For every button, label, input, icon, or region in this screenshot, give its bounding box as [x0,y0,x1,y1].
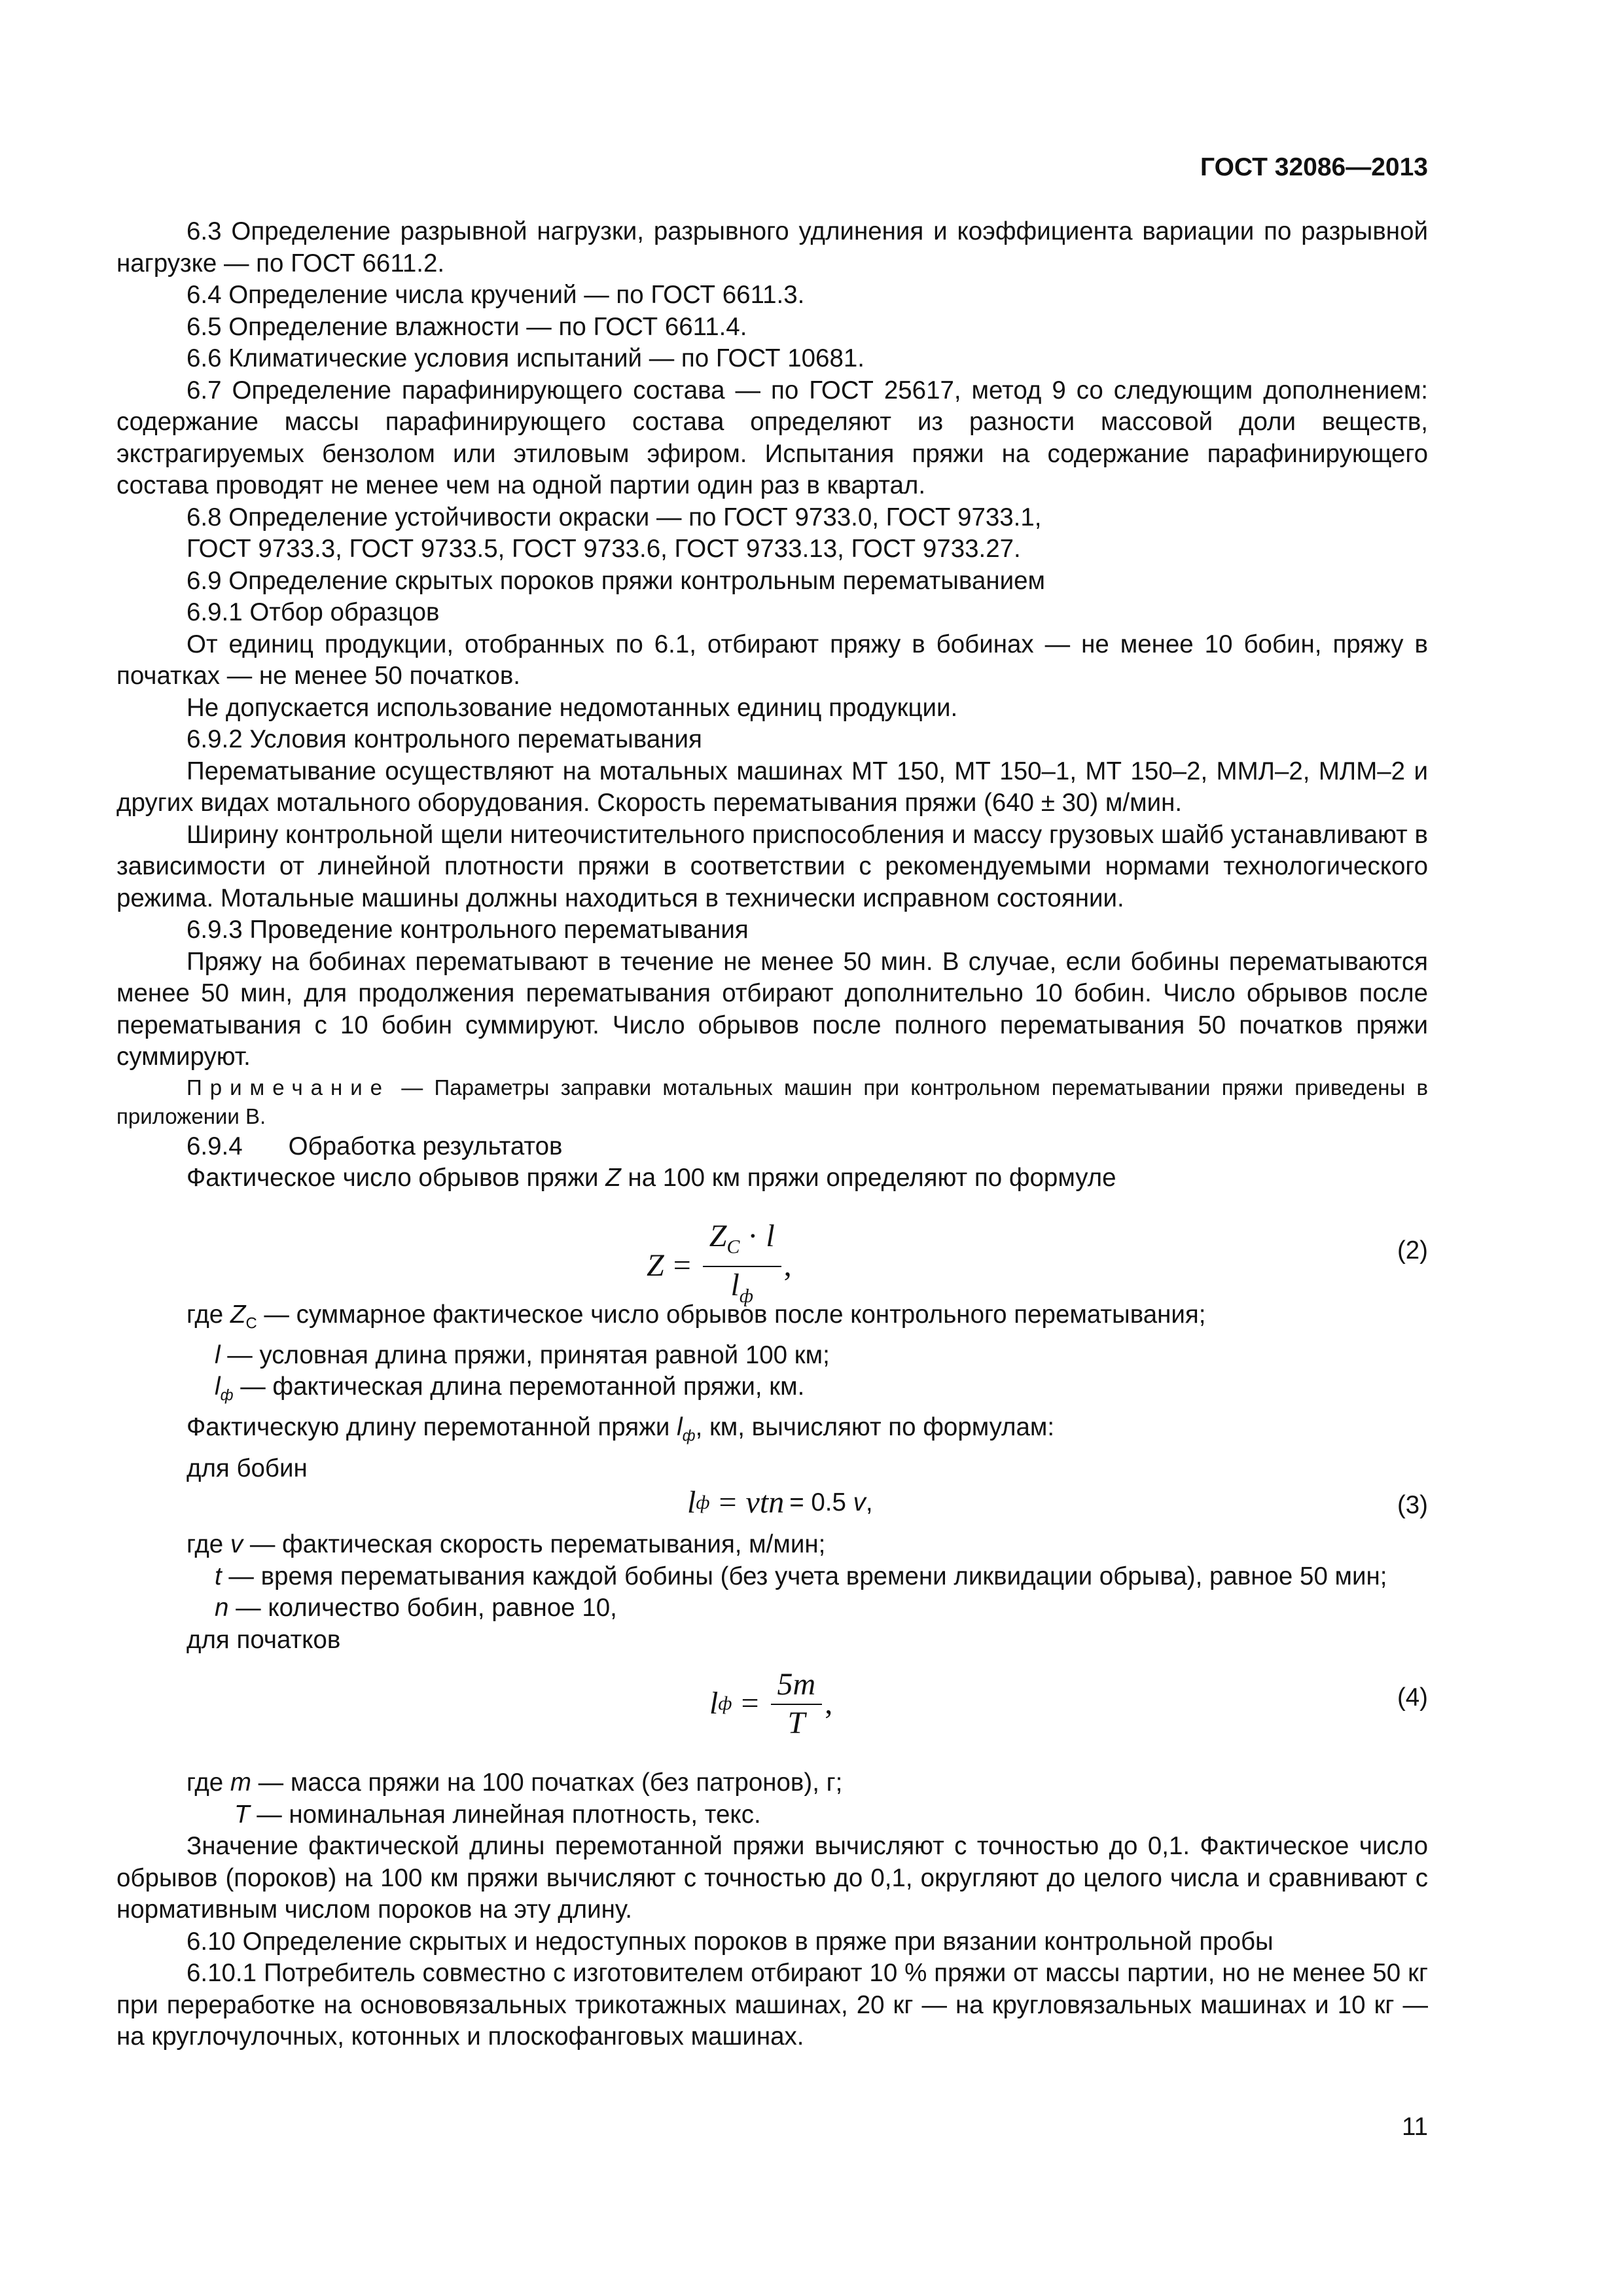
where-T-text: — номинальная линейная плотность, текс. [249,1800,761,1829]
section-6-9-1-text-b: Не допускается использование недомотанных единиц продукции. [187,693,958,722]
where-t [116,1561,1428,1593]
formula-3-rest: = 0.5 [789,1488,853,1517]
section-6-3: 6.3 Определение разрывной нагрузки, разрывного удлинения и коэффициента вариации по разрывной нагрузке — по ГОСТ 6611.2. [116,217,1428,278]
document-body [116,216,1428,2053]
section-6-9-4-title: Обработка результатов [288,1132,563,1160]
where-T [116,1799,1428,1831]
note-label: Примечание [187,1075,391,1100]
where-n [116,1592,1428,1624]
where-word: где [187,1530,224,1559]
where-v [116,1529,1428,1561]
numerator-var-z: Z [709,1218,727,1253]
var-v: v [230,1530,243,1559]
where-m [116,1767,1428,1799]
formula-4-lhs-sub: ф [718,1693,732,1715]
formula-3-vtn: vtn [745,1485,785,1520]
section-6-10: 6.10 Определение скрытых и недоступных пороков в пряже при вязании контрольной пробы [187,1927,1274,1956]
section-6-8-line1: 6.8 Определение устойчивости окраски — по ГОСТ 9733.0, ГОСТ 9733.1, [187,503,1042,531]
formula-4 [116,1662,1428,1761]
formula-3-lhs-sub: ф [696,1492,710,1514]
formula-2-numerator [703,1218,781,1267]
section-6-9: 6.9 Определение скрытых пороков пряжи контрольным перематыванием [187,566,1046,595]
section-6-5: 6.5 Определение влажности — по ГОСТ 6611.4. [187,312,747,341]
var-n: n [215,1594,229,1623]
text-fragment: , км, вычисляют по формулам: [695,1413,1055,1442]
note [116,1073,1428,1131]
where-zc-text: — суммарное фактическое число обрывов после контрольного перематывания; [257,1300,1206,1329]
section-6-9-1-text-a: От единиц продукции, отобранных по 6.1, отбирают пряжу в бобинах — не менее 10 бобин, пряжу в початках — не менее 50 початков. [116,630,1428,690]
section-6-9-4-text [116,1162,1428,1194]
formula-4-lhs: l [709,1686,719,1721]
section-6-9-2: 6.9.2 Условия контрольного перематывания [187,725,702,753]
multiply-dot: · [747,1218,758,1253]
var-z: Z [230,1300,246,1329]
where-t-text: — время перематывания каждой бобины (без учета времени ликвидации обрыва), равное 50 мин; [221,1562,1387,1590]
formula-4-fraction [771,1669,823,1739]
formula-2-denominator [730,1267,753,1312]
where-word: где [187,1300,224,1329]
section-6-9-4 [116,1131,1428,1163]
note-text: — Параметры заправки мотальных машин при контрольном перематывании пряжи приведены в приложении В. [116,1075,1428,1128]
denominator-var-l: l [730,1267,740,1302]
section-6-9-2-text-b: Ширину контрольной щели нитеочистительного приспособления и массу грузовых шайб устанавливают в зависимости от линейной плотности пряжи в соответствии с рекомендуемыми нормами технологического режима. Мотальные машины должны находиться в технически исправном состоянии. [116,820,1428,912]
text-fragment: Фактическую длину перемотанной пряжи [187,1413,677,1442]
text-fragment: на 100 км пряжи определяют по формуле [620,1164,1116,1192]
value-paragraph: Значение фактической длины перемотанной пряжи вычисляют с точностью до 0,1. Фактическое число обрывов (пороков) на 100 км пряжи вычисляют с точностью до 0,1, округляют до целого числа и сравнивают с нормативным числом пороков на эту длину. [116,1832,1428,1924]
where-word: где [187,1768,224,1797]
formula-3-number: (3) [1397,1491,1428,1520]
var-t: t [215,1562,222,1590]
formula-2-fraction [703,1218,781,1312]
sub-c: C [245,1314,257,1333]
section-6-9-1: 6.9.1 Отбор образцов [187,598,440,626]
where-n-text: — количество бобин, равное 10, [228,1594,617,1623]
page-number: 11 [1402,2113,1428,2141]
where-m-text: — масса пряжи на 100 початках (без патронов), г; [251,1768,843,1797]
formula-4-denominator: T [787,1705,806,1740]
formula-2-number: (2) [1397,1236,1428,1265]
formula-4-numerator: 5m [771,1669,823,1705]
var-l: l [215,1340,221,1369]
section-6-9-4-number: 6.9.4 [187,1132,243,1160]
denominator-sub-f: ф [739,1285,753,1307]
section-6-9-2-text-a: Перематывание осуществляют на мотальных машинах МТ 150, МТ 150–1, МТ 150–2, ММЛ–2, МЛМ–2 и других видах мотального оборудования. Скорость перематывания пряжи (640 ± 30) м/мин. [116,757,1428,817]
standard-header: ГОСТ 32086—2013 [1200,153,1428,181]
var-T: T [234,1800,250,1829]
section-6-7: 6.7 Определение парафинирующего состава — по ГОСТ 25617, метод 9 со следующим дополнением: содержание массы парафинирующего состава определяют из разности массовой доли веществ, экстрагируемых бензолом или этиловым эфиром. Испытания пряжи на содержание парафинирующего состава проводят не менее чем на одной партии один раз в квартал. [116,376,1428,499]
var-l: l [677,1413,683,1442]
formula-3-comma: , [865,1488,873,1517]
formula-2-eq: = [673,1248,691,1283]
var-l: l [215,1372,221,1401]
formula-2 [116,1201,1428,1307]
for-cops: для початков [187,1625,341,1654]
formula-3-lhs: l [687,1485,696,1520]
formula-4-number: (4) [1397,1683,1428,1712]
section-6-9-3-text: Пряжу на бобинах перематывают в течение не менее 50 мин. В случае, если бобины перематываются менее 50 мин, для продолжения перематывания отбирают дополнительно 10 бобин. Число обрывов после перематывания с 10 бобин суммируют. Число обрывов после полного перематывания 50 початков пряжи суммируют. [116,947,1428,1071]
sub-f: ф [682,1427,696,1446]
numerator-var-l: l [766,1218,775,1253]
var-z: Z [605,1164,621,1192]
where-v-text: — фактическая скорость перематывания, м/мин; [243,1530,826,1559]
formula-4-expression [709,1669,832,1739]
for-bobbins: для бобин [187,1454,308,1482]
where-l-text: — условная длина пряжи, принятая равной 100 км; [220,1340,830,1369]
where-l [116,1340,1428,1372]
numerator-sub-c: C [726,1236,740,1258]
text-fragment: Фактическое число обрывов пряжи [187,1164,606,1192]
var-m: m [230,1768,251,1797]
formula-2-lhs: Z [647,1248,664,1283]
section-6-8-line2: ГОСТ 9733.3, ГОСТ 9733.5, ГОСТ 9733.6, ГОСТ 9733.13, ГОСТ 9733.27. [187,535,1021,563]
section-6-9-3: 6.9.3 Проведение контрольного перематывания [187,916,749,944]
where-lf [116,1371,1428,1412]
formula-4-eq: = [741,1686,759,1721]
where-lf-text: — фактическая длина перемотанной пряжи, км. [233,1372,805,1401]
formula-2-expression [647,1218,792,1312]
formula-3-eq: = [719,1485,737,1520]
section-6-10-1: 6.10.1 Потребитель совместно с изготовителем отбирают 10 % пряжи от массы партии, но не менее 50 кг при переработке на основовязальных трикотажных машинах, 20 кг — на кругловязальных машинах и 10 кг — на круглочулочных, котонных и плоскофанговых машинах. [116,1959,1428,2051]
section-6-6: 6.6 Климатические условия испытаний — по ГОСТ 10681. [187,344,865,372]
section-6-4: 6.4 Определение числа кручений — по ГОСТ 6611.3. [187,281,805,309]
formula-3-v: v [853,1488,866,1517]
sub-f: ф [220,1386,234,1405]
formula-4-comma: , [825,1686,833,1721]
formula-3 [116,1484,1428,1529]
lf-formulas-intro [116,1412,1428,1452]
formula-3-expression [687,1487,873,1519]
formula-2-comma: , [783,1248,792,1283]
